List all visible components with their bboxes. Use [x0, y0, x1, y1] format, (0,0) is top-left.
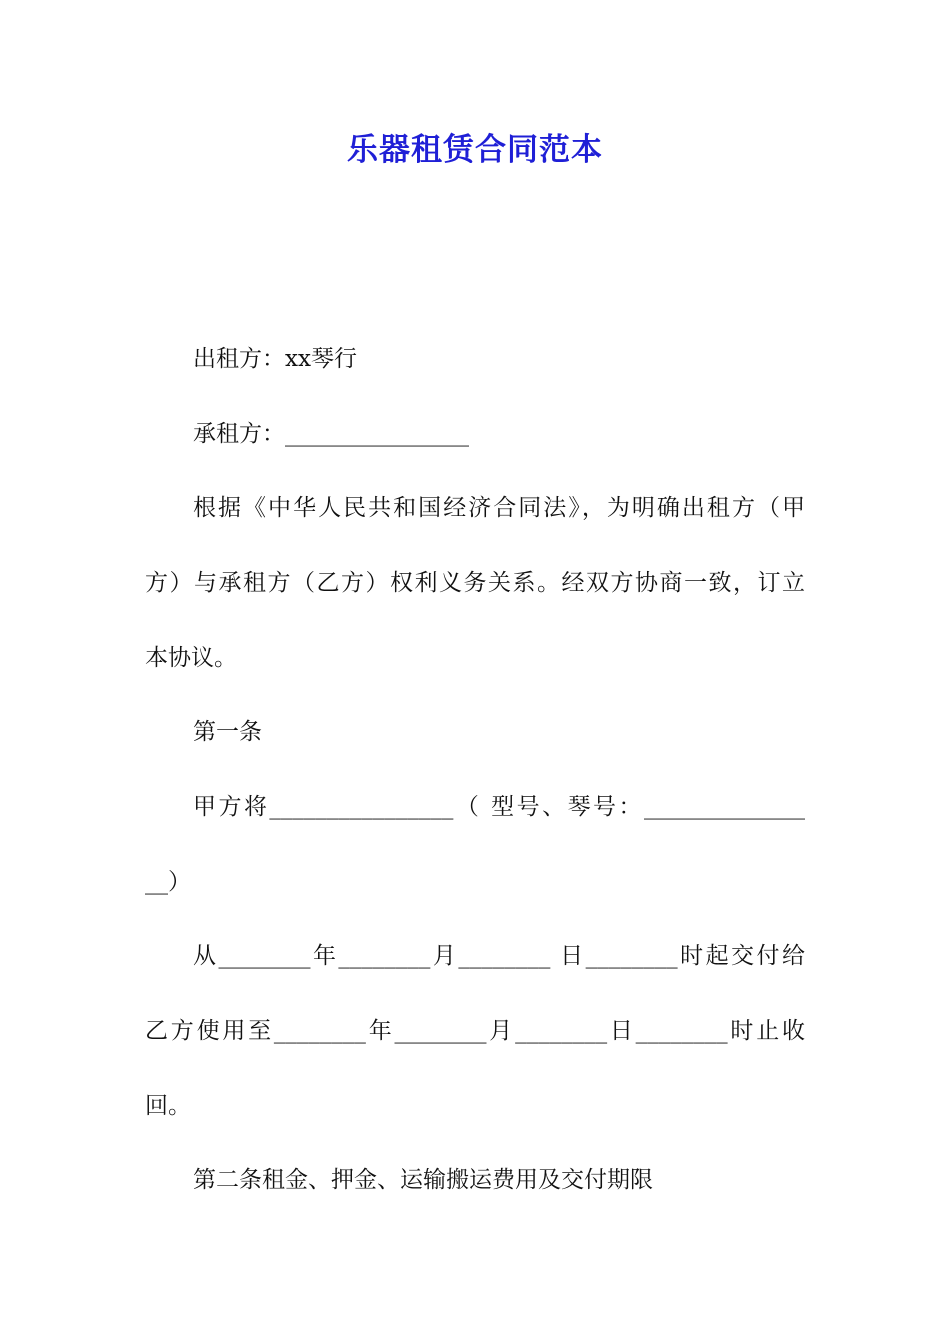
preamble-line-2: 方）与承租方（乙方）权利义务关系。经双方协商一致，订立	[145, 570, 805, 596]
article-1-line-5: 回。	[145, 1093, 191, 1119]
article-2-heading: 第二条租金、押金、运输搬运费用及交付期限	[193, 1167, 653, 1193]
document-title: 乐器租赁合同范本	[347, 132, 603, 168]
preamble-line-3: 本协议。	[145, 645, 237, 671]
article-1-line-2: __）	[145, 869, 191, 895]
article-1-line-4: 乙方使用至________年________月________日________时止收	[145, 1018, 805, 1044]
article-1-heading: 第一条	[193, 719, 262, 745]
article-1-line-1: 甲方将________________（ 型号、琴号：______________	[193, 794, 805, 820]
preamble-line-1: 根据《中华人民共和国经济合同法》，为明确出租方（甲	[193, 495, 805, 521]
article-1-line-3: 从________年________月________ 日________时起交付给	[193, 943, 805, 969]
lessor-line: 出租方：xx琴行	[193, 346, 357, 372]
lessee-line: 承租方：________________	[193, 421, 469, 447]
